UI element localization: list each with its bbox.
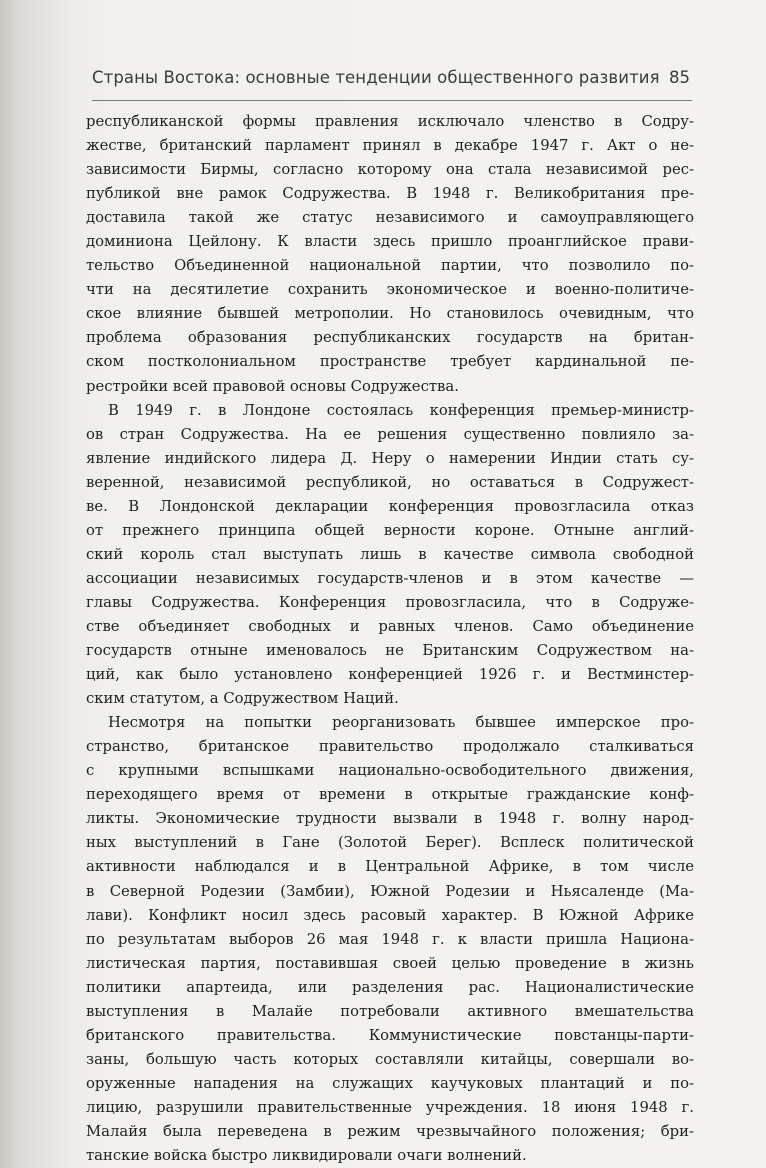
text-line: зависимости Бирмы, согласно которому она стала независимой рес- (86, 161, 694, 179)
text-line: ское влияние бывшей метрополии. Но становилось очевидным, что (86, 305, 694, 323)
text-line: странство, британское правительство продолжало сталкиваться (86, 738, 694, 756)
text-line: оруженные нападения на служащих каучуковых плантаций и по- (86, 1074, 694, 1092)
running-header-title: Страны Востока: основные тенденции общественного развития (92, 68, 660, 87)
page-number: 85 (669, 68, 690, 87)
text-line: активности наблюдался и в Центральной Африке, в том числе (86, 858, 694, 876)
text-line: по результатам выборов 26 мая 1948 г. к власти пришла Национа- (86, 930, 694, 948)
paragraph-3 (86, 711, 694, 1168)
paragraph-1 (86, 110, 694, 399)
text-line: стве объединяет свободных и равных членов. Само объединение (86, 617, 694, 635)
text-line: ций, как было установлено конференцией 1926 г. и Вестминстер- (86, 666, 694, 684)
text-line: веренной, независимой республикой, но оставаться в Содружест- (86, 473, 694, 491)
text-line: Малайя была переведена в режим чрезвычайного положения; бри- (86, 1122, 694, 1140)
text-line: В 1949 г. в Лондоне состоялась конференция премьер-министр- (108, 401, 694, 419)
text-line: с крупными вспышками национально-освободительного движения, (86, 762, 694, 780)
text-line: доминиона Цейлону. К власти здесь пришло проанглийское прави- (86, 233, 694, 251)
text-line: Несмотря на попытки реорганизовать бывшее имперское про- (108, 714, 694, 732)
text-line: заны, большую часть которых составляли китайцы, совершали во- (86, 1050, 694, 1068)
running-header (92, 68, 692, 101)
text-line: выступления в Малайе потребовали активного вмешательства (86, 1002, 694, 1020)
text-line: публикой вне рамок Содружества. В 1948 г. Великобритания пре- (86, 185, 694, 203)
text-line: ском постколониальном пространстве требует кардинальной пе- (86, 353, 694, 371)
text-line: ским статутом, а Содружеством Наций. (86, 690, 399, 708)
text-line: главы Содружества. Конференция провозгласила, что в Содруже- (86, 593, 694, 611)
text-line: лави). Конфликт носил здесь расовый характер. В Южной Африке (86, 906, 694, 924)
text-line: британского правительства. Коммунистические повстанцы-парти- (86, 1026, 694, 1044)
paragraph-2 (86, 399, 694, 712)
page-body (86, 110, 694, 1168)
text-line: переходящего время от времени в открытые гражданские конф- (86, 786, 694, 804)
text-line: ликты. Экономические трудности вызвали в 1948 г. волну народ- (86, 810, 694, 828)
text-line: чти на десятилетие сохранить экономическое и военно-политиче- (86, 281, 694, 299)
text-line: республиканской формы правления исключало членство в Содру- (86, 113, 694, 130)
text-line: рестройки всей правовой основы Содружества. (86, 377, 459, 395)
text-line: тельство Объединенной национальной партии, что позволило по- (86, 257, 694, 275)
text-line: ных выступлений в Гане (Золотой Берег). Всплеск политической (86, 834, 694, 852)
text-line: явление индийского лидера Д. Неру о намерении Индии стать су- (86, 449, 694, 467)
text-line: ве. В Лондонской декларации конференция провозгласила отказ (86, 497, 694, 515)
text-line: ов стран Содружества. На ее решения существенно повлияло за- (86, 425, 694, 443)
text-line: ский король стал выступать лишь в качестве символа свободной (86, 545, 694, 563)
text-line: от прежнего принципа общей верности короне. Отныне англий- (86, 521, 694, 539)
text-line: ассоциации независимых государств-членов и в этом качестве — (86, 569, 694, 587)
text-line: листическая партия, поставившая своей целью проведение в жизнь (86, 954, 694, 972)
text-line: танские войска быстро ликвидировали очаги волнений. (86, 1147, 527, 1165)
text-line: государств отныне именовалось не Британским Содружеством на- (86, 642, 694, 660)
text-line: в Северной Родезии (Замбии), Южной Родезии и Ньясаленде (Ма- (86, 882, 694, 900)
text-line: доставила такой же статус независимого и самоуправляющего (86, 209, 694, 227)
text-line: проблема образования республиканских государств на британ- (86, 329, 694, 347)
text-line: лицию, разрушили правительственные учреждения. 18 июня 1948 г. (86, 1098, 694, 1116)
text-line: жестве, британский парламент принял в декабре 1947 г. Акт о не- (86, 137, 694, 155)
text-line: политики апартеида, или разделения рас. Националистические (86, 978, 694, 996)
